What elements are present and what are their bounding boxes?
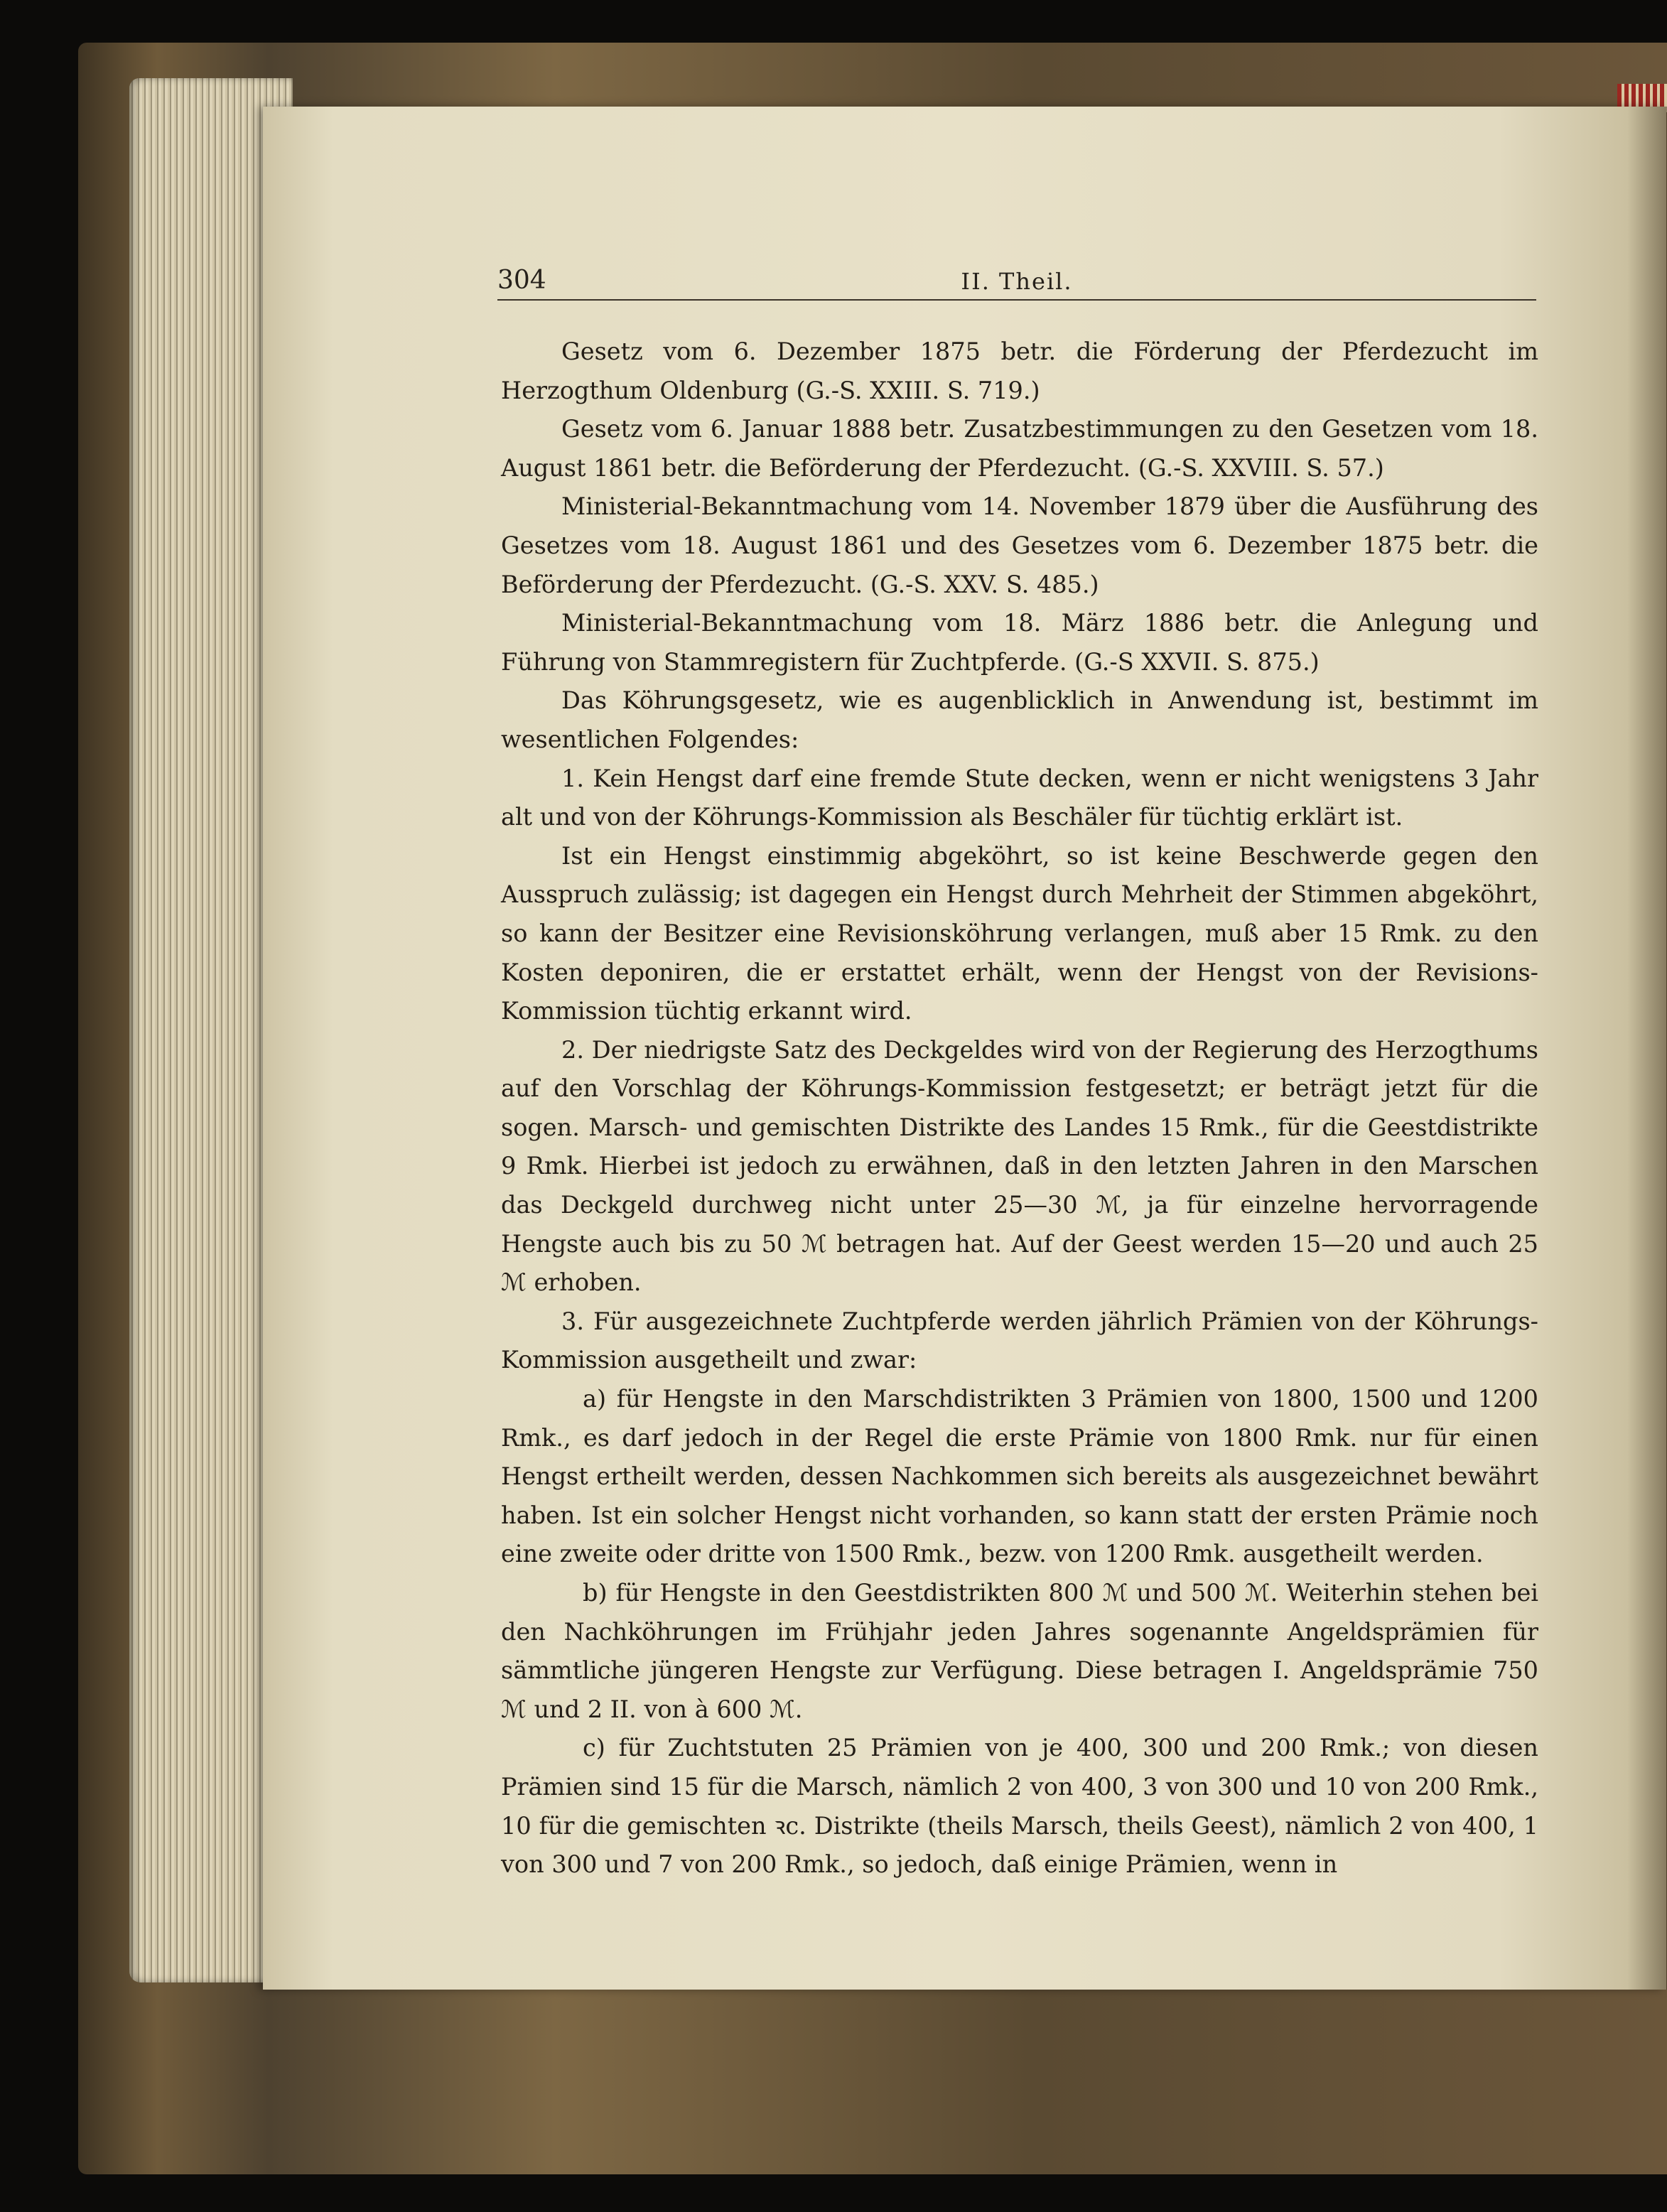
paragraph: Gesetz vom 6. Dezember 1875 betr. die Förderung der Pferdezucht im Herzogthum Oldenburg (G.-S. XXIII. S. 719.) (501, 338, 1538, 404)
sub-list-item: a) für Hengste in den Marschdistrikten 3 Prämien von 1800, 1500 und 1200 Rmk., es darf jedoch in der Regel die erste Prämie von 1800 Rmk. nur für einen Hengst ertheilt werden, dessen Nachkommen sich bereits als ausgezeichnet bewährt haben. Ist ein solcher Hengst nicht vorhanden, so kann statt der ersten Prämie noch eine zweite oder dritte von 1500 Rmk., bezw. von 1200 Rmk. ausgetheilt werden. (501, 1385, 1538, 1568)
list-item: 2. Der niedrigste Satz des Deckgeldes wird von der Regierung des Herzogthums auf den Vorschlag der Köhrungs-Kommission festgesetzt; er beträgt jetzt für die sogen. Marsch- und gemischten Distrikte des Landes 15 Rmk., für die Geestdistrikte 9 Rmk. Hierbei ist jedoch zu erwähnen, daß in den letzten Jahren in den Marschen das Deckgeld durchweg nicht unter 25—30 ℳ, ja für einzelne hervorragende Hengste auch bis zu 50 ℳ betragen hat. Auf der Geest werden 15—20 und auch 25 ℳ erhoben. (501, 1035, 1538, 1297)
running-head: II. Theil. (961, 268, 1073, 295)
page-header (497, 259, 1536, 301)
page-body (501, 333, 1538, 1884)
paragraph: Gesetz vom 6. Januar 1888 betr. Zusatzbestimmungen zu den Gesetzen vom 18. August 1861 betr. die Beförderung der Pferdezucht. (G.-S. XXVIII. S. 57.) (501, 415, 1538, 482)
paragraph: Ministerial-Bekanntmachung vom 18. März 1886 betr. die Anlegung und Führung von Stammregistern für Zuchtpferde. (G.-S XXVII. S. 875.) (501, 609, 1538, 676)
paragraph: Das Köhrungsgesetz, wie es augenblicklich in Anwendung ist, bestimmt im wesentlichen Folgendes: (501, 686, 1538, 753)
paragraph: Ministerial-Bekanntmachung vom 14. November 1879 über die Ausführung des Gesetzes vom 18. August 1861 und des Gesetzes vom 6. Dezember 1875 betr. die Beförderung der Pferdezucht. (G.-S. XXV. S. 485.) (501, 492, 1538, 598)
sub-list-item: b) für Hengste in den Geestdistrikten 800 ℳ und 500 ℳ. Weiterhin stehen bei den Nachköhrungen im Frühjahr jeden Jahres sogenannte Angeldsprämien für sämmtliche jüngeren Hengste zur Verfügung. Diese betragen I. Angeldsprämie 750 ℳ und 2 II. von à 600 ℳ. (501, 1579, 1538, 1723)
page-gutter-shadow (1627, 107, 1667, 1990)
sub-list-item: c) für Zuchtstuten 25 Prämien von je 400, 300 und 200 Rmk.; von diesen Prämien sind 15 für die Marsch, nämlich 2 von 400, 3 von 300 und 10 von 200 Rmk., 10 für die gemischten ꝛc. Distrikte (theils Marsch, theils Geest), nämlich 2 von 400, 1 von 300 und 7 von 200 Rmk., so jedoch, daß einige Prämien, wenn in (501, 1734, 1538, 1879)
list-item: 1. Kein Hengst darf eine fremde Stute decken, wenn er nicht wenigstens 3 Jahr alt und von der Köhrungs-Kommission als Beschäler für tüchtig erklärt ist. (501, 764, 1538, 831)
paragraph: Ist ein Hengst einstimmig abgeköhrt, so ist keine Beschwerde gegen den Ausspruch zulässig; ist dagegen ein Hengst durch Mehrheit der Stimmen abgeköhrt, so kann der Besitzer eine Revisionsköhrung verlangen, muß aber 15 Rmk. zu den Kosten deponiren, die er erstattet erhält, wenn der Hengst von der Revisions-Kommission tüchtig erkannt wird. (501, 841, 1538, 1025)
list-item: 3. Für ausgezeichnete Zuchtpferde werden jährlich Prämien von der Köhrungs-Kommission ausgetheilt und zwar: (501, 1307, 1538, 1374)
page-number: 304 (497, 266, 546, 295)
